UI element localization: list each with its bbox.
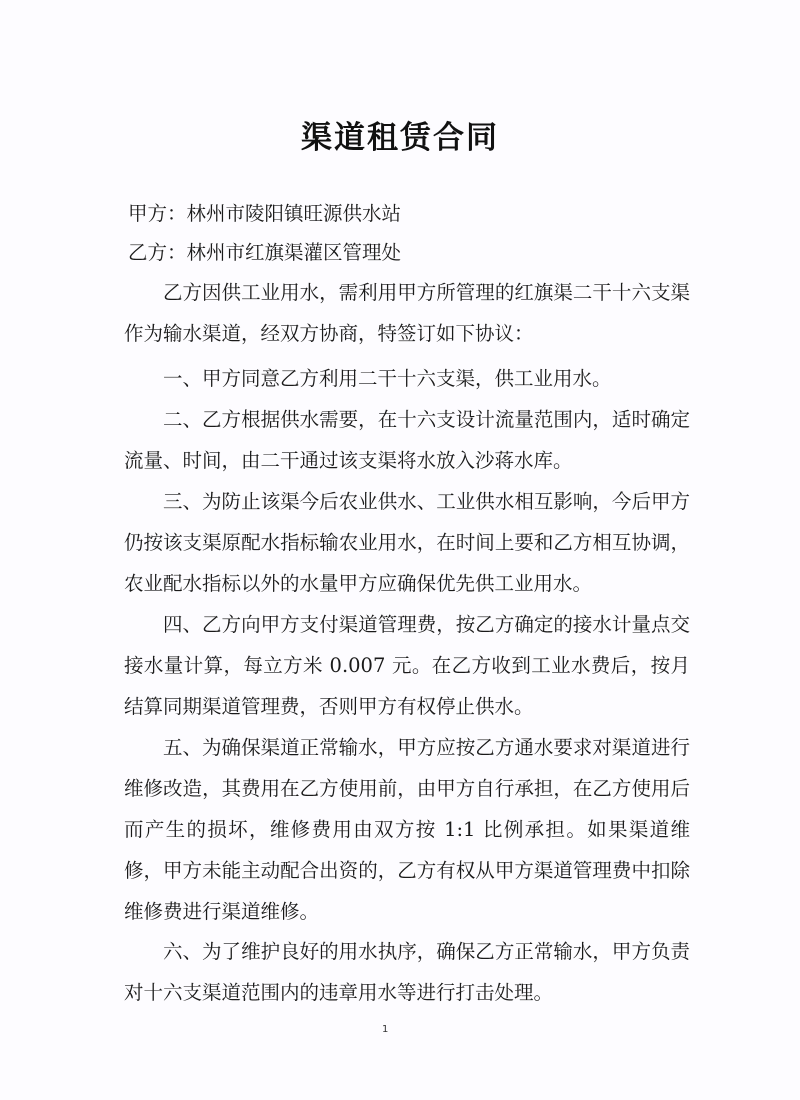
- clause-5: 五、为确保渠道正常输水，甲方应按乙方通水要求对渠道进行维修改造，其费用在乙方使用前，由甲方自行承担，在乙方使用后而产生的损坏，维修费用由双方按 1:1 比例承担。如果渠道维修，甲方未能主动配合出资的，乙方有权从甲方渠道管理费中扣除维修费进行渠道维修。: [124, 736, 690, 923]
- document-title: 渠道租赁合同: [301, 120, 499, 156]
- clause-1: 一、甲方同意乙方利用二干十六支渠，供工业用水。: [163, 367, 612, 390]
- clause-4: 四、乙方向甲方支付渠道管理费，按乙方确定的接水计量点交接水量计算，每立方米 0.007 元。在乙方收到工业水费后，按月结算同期渠道管理费，否则甲方有权停止供水。: [124, 613, 690, 718]
- clause-3: 三、为防止该渠今后农业供水、工业供水相互影响，今后甲方仍按该支渠原配水指标输农业用水，在时间上要和乙方相互协调，农业配水指标以外的水量甲方应确保优先供工业用水。: [124, 490, 690, 595]
- clause-6: 六、为了维护良好的用水执序，确保乙方正常输水，甲方负责对十六支渠道范围内的违章用水等进行打击处理。: [124, 940, 690, 1004]
- party-a: 甲方：林州市陵阳镇旺源供水站: [128, 202, 402, 225]
- page-number: 1: [382, 1024, 389, 1035]
- party-b: 乙方：林州市红旗渠灌区管理处: [128, 241, 402, 264]
- intro-paragraph: 乙方因供工业用水，需利用甲方所管理的红旗渠二干十六支渠作为输水渠道，经双方协商，特签订如下协议：: [124, 281, 690, 345]
- clause-2: 二、乙方根据供水需要，在十六支设计流量范围内，适时确定流量、时间，由二干通过该支渠将水放入沙蒋水库。: [124, 408, 690, 472]
